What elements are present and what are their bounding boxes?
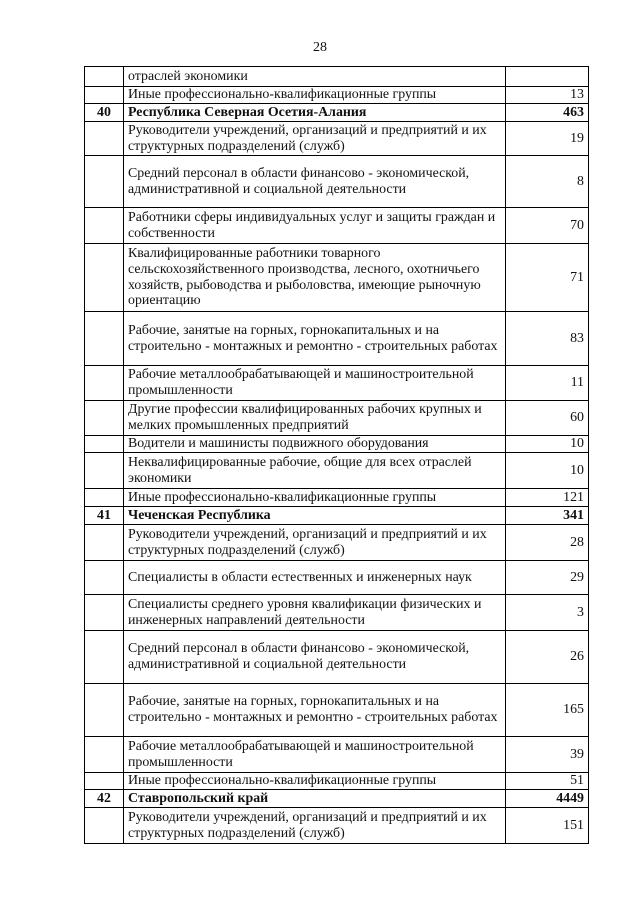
table-body bbox=[85, 67, 589, 844]
value-cell: 39 bbox=[506, 737, 589, 773]
table-row bbox=[85, 366, 589, 401]
row-number-cell bbox=[85, 156, 124, 208]
group-name-cell: Водители и машинисты подвижного оборудования bbox=[124, 436, 506, 453]
group-name-cell: Руководители учреждений, организаций и предприятий и их структурных подразделений (служб) bbox=[124, 525, 506, 561]
row-number-cell bbox=[85, 631, 124, 684]
group-name-cell: Иные профессионально-квалификационные группы bbox=[124, 87, 506, 104]
table-row bbox=[85, 561, 589, 595]
table-row bbox=[85, 401, 589, 436]
group-name-cell: Руководители учреждений, организаций и предприятий и их структурных подразделений (служб) bbox=[124, 808, 506, 844]
row-number-cell: 41 bbox=[85, 507, 124, 525]
value-cell: 28 bbox=[506, 525, 589, 561]
row-number-cell bbox=[85, 773, 124, 790]
value-cell: 60 bbox=[506, 401, 589, 436]
value-cell: 26 bbox=[506, 631, 589, 684]
value-cell: 165 bbox=[506, 684, 589, 737]
value-cell: 51 bbox=[506, 773, 589, 790]
row-number-cell bbox=[85, 401, 124, 436]
group-name-cell: Рабочие, занятые на горных, горнокапитальных и на строительно - монтажных и ремонтно - строительных работах bbox=[124, 312, 506, 366]
page-number: 28 bbox=[313, 40, 327, 55]
table-row bbox=[85, 156, 589, 208]
row-number-cell: 42 bbox=[85, 790, 124, 808]
row-number-cell bbox=[85, 312, 124, 366]
row-number-cell bbox=[85, 737, 124, 773]
table-row bbox=[85, 525, 589, 561]
value-cell: 83 bbox=[506, 312, 589, 366]
value-cell: 3 bbox=[506, 595, 589, 631]
group-name-cell: Другие профессии квалифицированных рабочих крупных и мелких промышленных предприятий bbox=[124, 401, 506, 436]
group-name-cell: Специалисты среднего уровня квалификации физических и инженерных направлений деятельности bbox=[124, 595, 506, 631]
table-row bbox=[85, 773, 589, 790]
row-number-cell bbox=[85, 208, 124, 244]
row-number-cell bbox=[85, 67, 124, 87]
value-cell: 121 bbox=[506, 489, 589, 507]
row-number-cell bbox=[85, 87, 124, 104]
region-row bbox=[85, 104, 589, 122]
value-cell: 13 bbox=[506, 87, 589, 104]
value-cell: 11 bbox=[506, 366, 589, 401]
row-number-cell bbox=[85, 561, 124, 595]
table-row bbox=[85, 436, 589, 453]
table-row bbox=[85, 122, 589, 156]
table-row bbox=[85, 312, 589, 366]
row-number-cell bbox=[85, 244, 124, 312]
table-row bbox=[85, 737, 589, 773]
row-number-cell bbox=[85, 525, 124, 561]
value-cell: 151 bbox=[506, 808, 589, 844]
row-number-cell bbox=[85, 453, 124, 489]
row-number-cell: 40 bbox=[85, 104, 124, 122]
region-row bbox=[85, 507, 589, 525]
value-cell: 8 bbox=[506, 156, 589, 208]
group-name-cell: Средний персонал в области финансово - экономической, административной и социальной деятельности bbox=[124, 631, 506, 684]
group-name-cell: Работники сферы индивидуальных услуг и защиты граждан и собственности bbox=[124, 208, 506, 244]
group-name-cell: Рабочие металлообрабатывающей и машиностроительной промышленности bbox=[124, 366, 506, 401]
statistics-table bbox=[84, 66, 589, 844]
group-name-cell: Иные профессионально-квалификационные группы bbox=[124, 489, 506, 507]
group-name-cell: Иные профессионально-квалификационные группы bbox=[124, 773, 506, 790]
row-number-cell bbox=[85, 489, 124, 507]
region-name-cell: Республика Северная Осетия-Алания bbox=[124, 104, 506, 122]
value-cell: 19 bbox=[506, 122, 589, 156]
group-name-cell: Квалифицированные работники товарного сельскохозяйственного производства, лесного, охотничьего хозяйств, рыбоводства и рыболовства, имеющие рыночную ориентацию bbox=[124, 244, 506, 312]
table-row bbox=[85, 489, 589, 507]
group-name-cell: Средний персонал в области финансово - экономической, административной и социальной деятельности bbox=[124, 156, 506, 208]
group-name-cell: Рабочие, занятые на горных, горнокапитальных и на строительно - монтажных и ремонтно - строительных работах bbox=[124, 684, 506, 737]
row-number-cell bbox=[85, 684, 124, 737]
table-row bbox=[85, 67, 589, 87]
table-row bbox=[85, 684, 589, 737]
group-name-cell: Неквалифицированные рабочие, общие для всех отраслей экономики bbox=[124, 453, 506, 489]
row-number-cell bbox=[85, 808, 124, 844]
value-cell: 29 bbox=[506, 561, 589, 595]
row-number-cell bbox=[85, 595, 124, 631]
row-number-cell bbox=[85, 122, 124, 156]
value-cell: 71 bbox=[506, 244, 589, 312]
value-cell bbox=[506, 67, 589, 87]
row-number-cell bbox=[85, 436, 124, 453]
row-number-cell bbox=[85, 366, 124, 401]
region-total-cell: 4449 bbox=[506, 790, 589, 808]
group-name-cell: Руководители учреждений, организаций и предприятий и их структурных подразделений (служб) bbox=[124, 122, 506, 156]
region-name-cell: Чеченская Республика bbox=[124, 507, 506, 525]
region-row bbox=[85, 790, 589, 808]
table-row bbox=[85, 631, 589, 684]
value-cell: 10 bbox=[506, 453, 589, 489]
table-row bbox=[85, 87, 589, 104]
table-row bbox=[85, 208, 589, 244]
region-total-cell: 463 bbox=[506, 104, 589, 122]
region-total-cell: 341 bbox=[506, 507, 589, 525]
table-row bbox=[85, 808, 589, 844]
table-row bbox=[85, 453, 589, 489]
value-cell: 10 bbox=[506, 436, 589, 453]
group-name-cell: Рабочие металлообрабатывающей и машиностроительной промышленности bbox=[124, 737, 506, 773]
table-row bbox=[85, 244, 589, 312]
group-name-cell: Специалисты в области естественных и инженерных наук bbox=[124, 561, 506, 595]
table-row bbox=[85, 595, 589, 631]
region-name-cell: Ставропольский край bbox=[124, 790, 506, 808]
value-cell: 70 bbox=[506, 208, 589, 244]
group-name-cell: отраслей экономики bbox=[124, 67, 506, 87]
